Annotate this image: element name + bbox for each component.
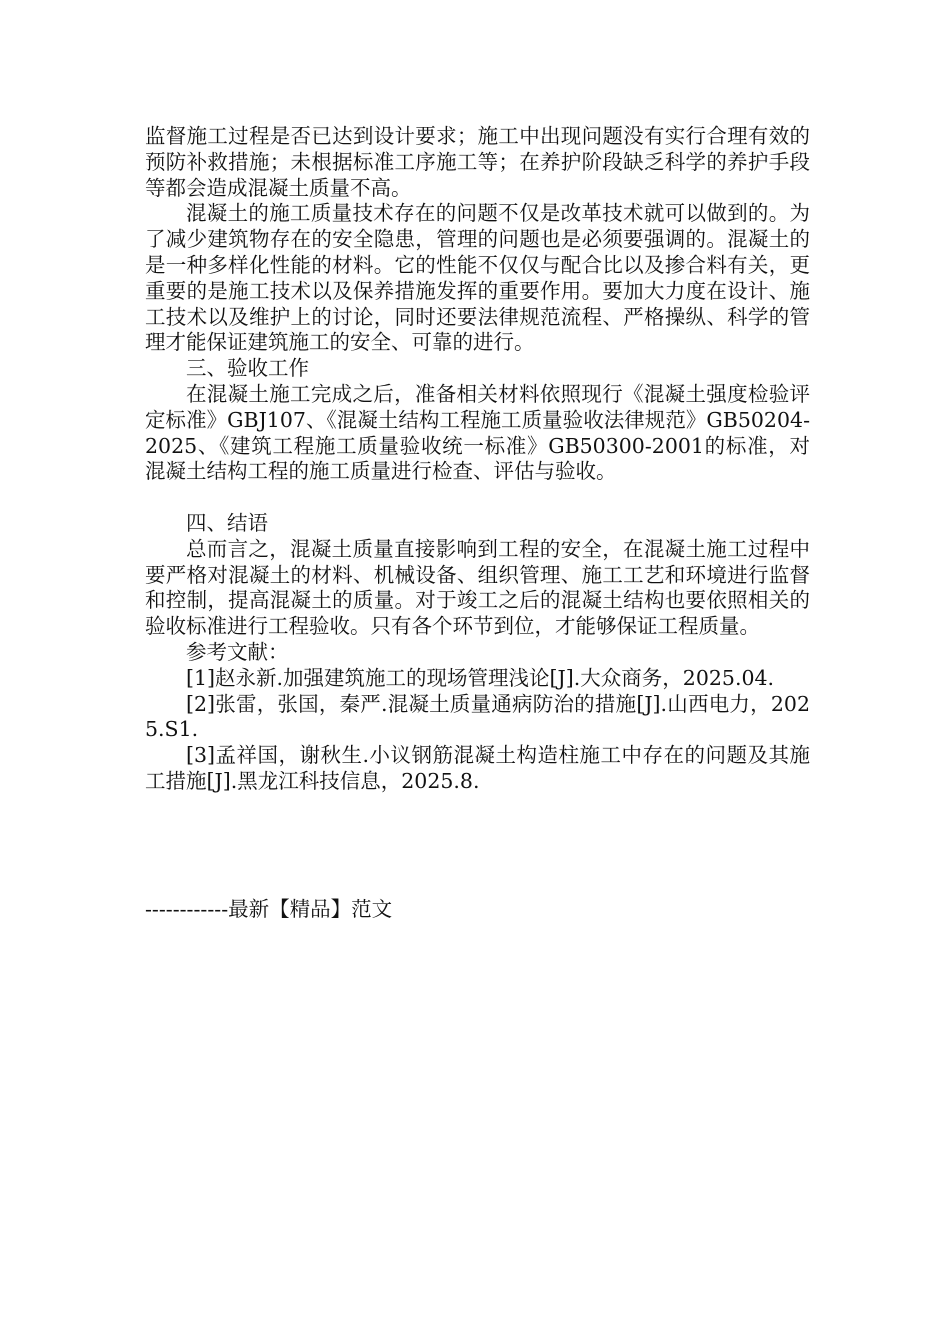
paragraph-supervision: 监督施工过程是否已达到设计要求；施工中出现问题没有实行合理有效的预防补救措施；未根据标准工序施工等；在养护阶段缺乏科学的养护手段等都会造成混凝土质量不高。: [145, 124, 810, 200]
references-heading: 参考文献：: [186, 639, 289, 664]
document-body: [145, 124, 810, 795]
footer-tagline: ------------最新【精品】范文: [145, 897, 393, 921]
reference-list: [145, 666, 810, 795]
reference-item: [3]孟祥国，谢秋生.小议钢筋混凝土构造柱施工中存在的问题及其施工措施[J].黑龙江科技信息，2025.8.: [145, 743, 810, 793]
paragraph-quality-technology: 混凝土的施工质量技术存在的问题不仅是改革技术就可以做到的。为了减少建筑物存在的安全隐患，管理的问题也是必须要强调的。混凝土的是一种多样化性能的材料。它的性能不仅仅与配合比以及掺合料有关，更重要的是施工技术以及保养措施发挥的重要作用。要加大力度在设计、施工技术以及维护上的讨论，同时还要法律规范流程、严格操纵、科学的管理才能保证建筑施工的安全、可靠的进行。: [145, 201, 810, 355]
blank-line: [145, 485, 810, 511]
reference-item: [1]赵永新.加强建筑施工的现场管理浅论[J].大众商务，2025.04.: [186, 665, 775, 690]
section-heading-acceptance: 三、验收工作: [186, 356, 309, 381]
paragraph-acceptance: 在混凝土施工完成之后，准备相关材料依照现行《混凝土强度检验评定标准》GBJ107、《混凝土结构工程施工质量验收法律规范》GB50204-2025、《建筑工程施工质量验收统一标准》GB50300-2001的标准，对混凝土结构工程的施工质量进行检查、评估与验收。: [145, 381, 810, 484]
paragraph-conclusion: 总而言之，混凝土质量直接影响到工程的安全，在混凝土施工过程中要严格对混凝土的材料、机械设备、组织管理、施工工艺和环境进行监督和控制，提高混凝土的质量。对于竣工之后的混凝土结构也要依照相关的验收标准进行工程验收。只有各个环节到位，才能够保证工程质量。: [145, 536, 810, 639]
reference-item: [2]张雷，张国，秦严.混凝土质量通病防治的措施[J].山西电力，2025.S1.: [145, 691, 810, 742]
section-heading-conclusion: 四、结语: [186, 510, 268, 535]
